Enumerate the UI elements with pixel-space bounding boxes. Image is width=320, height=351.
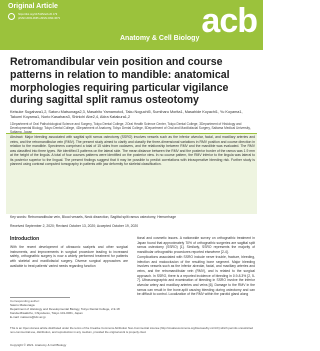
abstract-text: Abstract: Major bleeding associated with sagittal split ramus osteotomy (SSRO) involves vessels such as the inferior alveolar, facial, and maxillary arteries and veins, and the retromandibular vein (RMV). The present study aimed to clarify and classify the three-dimensional variations in RMV position and course direction in relation to the mandible. Specimens comprised a total of 15 sides from cadavers, and the relationship between RMV and the mandible was evaluated. The RMV was classified into three types. We identified 3 patterns on the lateral side. The mean distance between the RMV and the posterior border of the ramus was 1.9 mm at the height of the lingula. A total of four courses patterns were identified on the posterior view. In no course pattern, the RMV inferior to the lingula was lateral to its posterior superior to the lingual. The present findings suggest that it may be possible to predict correlations with intraoperative bleeding risk. Further study is planned using contrast computed tomography in patients with jaw deformity for skeletal classification.: [10, 135, 255, 167]
journal-name: Anatomy & Cell Biology: [120, 35, 200, 42]
license-text: This is an Open Access article distributed under the terms of the Creative Commons Attribution Non-Commercial License (http://creativecommons.org/licenses/by-nc/4.0/) which permits unrestricted non-commercial use, distribution, and reproduction in any medium, provided the original work is properly cited.: [10, 326, 253, 334]
corresponding-dept: Department of Histology and Developmental Biology, Tokyo Dental College, 2-9-18 Kanda-Misakicho, Chiyoda-ku, Tokyo 101-0061, Japan: [10, 306, 120, 315]
journal-logo: acb: [201, 2, 257, 40]
doi-line[interactable]: https://doi.org/10.5115/acb.20.179: [18, 13, 58, 16]
submission-dates: Received September 2, 2020; Revised October 13, 2020; Accepted October 19, 2020: [10, 224, 139, 228]
corresponding-email[interactable]: E-mail: matsuns@tdc.ac.jp: [10, 314, 46, 319]
copyright-line: Copyright © 2021. Anatomy & Cell Biology: [10, 343, 67, 347]
corresponding-label: Corresponding author:: [10, 299, 40, 303]
article-type-label: Original Article: [8, 3, 58, 10]
issn-line: pISSN 2093-3665 eISSN 2093-3673: [18, 17, 60, 20]
affiliations: 1Department of Oral Pathobiological Science and Surgery, Tokyo Dental College, 2Oral Health Science Center, Tokyo Dental College, 3Department of Histology and Developmental Biology, Tokyo Dental College, 4Department of Anatomy, Tokyo Dental College, 5Department of Oral and Maxillofacial Surgery, Saitama Medical University,: [10, 122, 251, 131]
corresponding-name: Satoru Matsunaga: [10, 302, 35, 307]
intro-text: With the recent development of ultrasonic scalpels and other surgical instruments, and improvements in surgical procedure leading to increased safety, orthognathic surgery is now a widely performed treatment for patients with skeletal and maxillofacial surgery. Diverse surgical approaches are available to treat patients' varied needs regarding function: [10, 245, 128, 268]
open-access-icon: [8, 13, 15, 20]
corresponding-author-block: [10, 300, 128, 320]
right-column-text: tional and cosmetic issues. A nationwide survey on orthognathic treatment in Japan found that approximately 70% of orthognathic surgeries are sagittal split ramus osteotomy (SSRO) [1]. Similarly, SSRO represents the majority of mandibular orthognathic procedures reported elsewhere [2-4]. Complications associated with SSRO include nerve trouble, fracture, bleeding, infection and malocclusion of the resulting bone segment. Major bleeding involves vessels such as the inferior alveolar, facial, and maxillary arteries and veins, and the retromandibular vein (RMV), and is related to the surgical approach. In SSRO, there is a reported incidence of bleeding in 0.9-8.3% [2, 5-7]. Ultrasonographic and examination of bleeding in SSRO involve the inferior alveolar artery and maxillary arteries and veins [6]. Damage to the RMV in the ramus can result in the bone-split causing bleeding during osteotomy and can be difficult to control. Localization of the RMV within the parotid gland along: [137, 236, 255, 297]
keywords: Key words: Retromandibular vein, Blood vessels, Neck dissection, Sagittal split ramus osteotomy, Hemorrhage: [10, 215, 176, 219]
journal-header-band: [0, 0, 263, 50]
article-title: Retromandibular vein position and course patterns in relation to mandible: anatomical morphologies requiring particular vigilance during sagittal split ramus osteotomy: [10, 56, 230, 107]
author-list: Keisuke Sugahara1,2, Satoru Matsunaga2,3, Masahito Yamamoto4, Taku Noguchi5, Sumiharu Morita1, Masahide Koyachi1, Yu Koyama1, Takumi Koyama1, Norio Kasahara3, Shinichi Abe2,4, Akira Katakura1,2: [10, 110, 243, 119]
footer-divider: [10, 297, 70, 298]
intro-heading: Introduction: [10, 236, 40, 242]
